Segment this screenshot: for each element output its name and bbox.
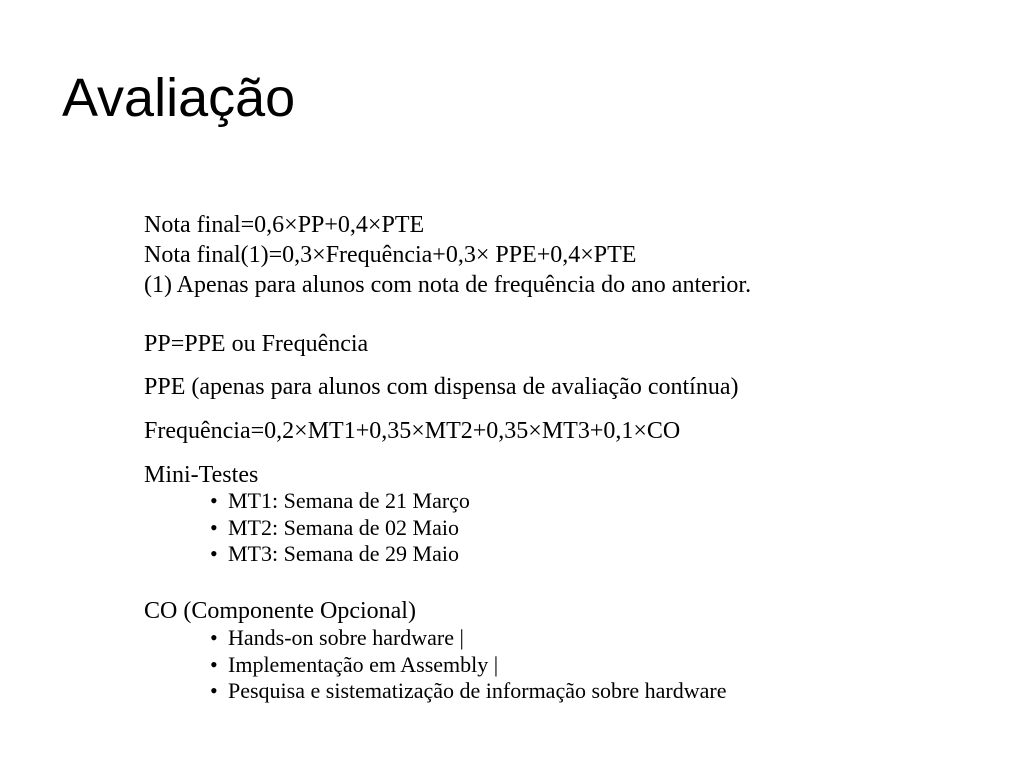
list-item: • MT1: Semana de 21 Março (210, 488, 470, 513)
list-item: • Hands-on sobre hardware | (210, 625, 464, 650)
co-list (210, 625, 726, 705)
bullet-icon: • (210, 514, 218, 540)
formula-nota-final: Nota final=0,6×PP+0,4×PTE (144, 212, 425, 238)
slide-title: Avaliação (62, 68, 296, 128)
frequencia-formula: Frequência=0,2×MT1+0,35×MT2+0,35×MT3+0,1×CO (144, 418, 681, 444)
bullet-icon: • (210, 625, 218, 650)
list-item: • Implementação em Assembly | (210, 651, 499, 677)
co-heading: CO (Componente Opcional) (144, 598, 416, 624)
mini-testes-list (210, 488, 470, 568)
list-item: • MT2: Semana de 02 Maio (210, 514, 459, 540)
bullet-icon: • (210, 541, 218, 566)
bullet-icon: • (210, 678, 218, 703)
bullet-icon: • (210, 651, 218, 677)
list-item: • MT3: Semana de 29 Maio (210, 541, 459, 566)
footnote: (1) Apenas para alunos com nota de frequência do ano anterior. (144, 272, 752, 298)
formula-nota-final-1: Nota final(1)=0,3×Frequência+0,3× PPE+0,4×PTE (144, 242, 637, 268)
ppe-definition: PPE (apenas para alunos com dispensa de avaliação contínua) (144, 374, 739, 400)
pp-definition: PP=PPE ou Frequência (144, 331, 369, 357)
mini-testes-heading: Mini-Testes (144, 462, 259, 488)
bullet-icon: • (210, 488, 218, 513)
list-item: • Pesquisa e sistematização de informação sobre hardware (210, 678, 727, 703)
